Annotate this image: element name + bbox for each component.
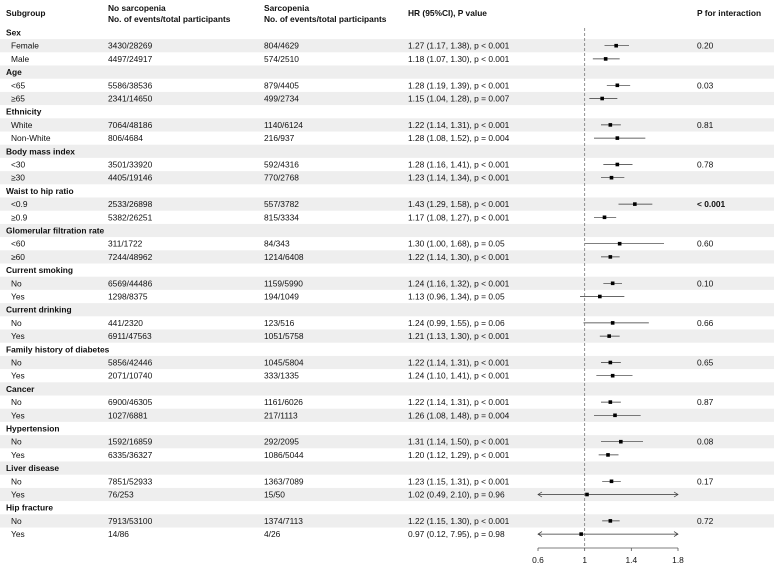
hr-ci-p-value: 1.23 (1.14, 1.34), p < 0.001	[408, 172, 510, 183]
x-tick-label: 0.6	[532, 555, 544, 565]
row-shade	[0, 66, 774, 79]
subgroup-label: <30	[11, 159, 26, 170]
row-shade	[0, 382, 774, 395]
subgroup-label: No	[11, 515, 22, 526]
subgroup-label: Yes	[11, 410, 25, 421]
group-label: Hypertension	[6, 423, 60, 434]
no-sarcopenia-events: 2341/14650	[108, 93, 153, 104]
hr-ci-p-value: 1.24 (0.99, 1.55), p = 0.06	[408, 317, 505, 328]
hr-ci-p-value: 1.28 (1.16, 1.41), p < 0.001	[408, 159, 510, 170]
sarcopenia-events: 1051/5758	[264, 331, 304, 342]
subgroup-label: No	[11, 476, 22, 487]
hr-point	[618, 242, 622, 246]
subgroup-label: <65	[11, 80, 26, 91]
hr-ci-p-value: 1.20 (1.12, 1.29), p < 0.001	[408, 449, 510, 460]
group-label: Liver disease	[6, 463, 60, 474]
subgroup-label: ≥60	[11, 251, 25, 262]
group-label: Glomerular filtration rate	[6, 225, 105, 236]
hr-point	[585, 493, 589, 497]
hr-point	[607, 334, 611, 338]
hr-ci-p-value: 1.17 (1.08, 1.27), p < 0.001	[408, 212, 510, 223]
no-sarcopenia-events: 806/4684	[108, 133, 143, 144]
row-shade	[0, 303, 774, 316]
hr-ci-p-value: 1.28 (1.08, 1.52), p = 0.004	[408, 133, 510, 144]
hr-point	[603, 216, 607, 220]
no-sarcopenia-events: 3430/28269	[108, 40, 153, 51]
p-interaction-value: 0.87	[697, 397, 714, 408]
hr-point	[616, 136, 620, 140]
subgroup-label: ≥0.9	[11, 212, 28, 223]
p-interaction-value: 0.08	[697, 436, 714, 447]
no-sarcopenia-events: 1592/16859	[108, 436, 153, 447]
subgroup-label: Yes	[11, 489, 25, 500]
sarcopenia-events: 770/2768	[264, 172, 299, 183]
group-label: Waist to hip ratio	[6, 185, 74, 196]
subgroup-label: Yes	[11, 449, 25, 460]
header-no-sarcopenia: No sarcopenia	[108, 3, 166, 13]
hr-point	[613, 414, 617, 418]
sarcopenia-events: 1363/7089	[264, 476, 304, 487]
sarcopenia-events: 1159/5990	[264, 278, 303, 289]
hr-ci-p-value: 1.31 (1.14, 1.50), p < 0.001	[408, 436, 510, 447]
subgroup-label: White	[11, 119, 33, 130]
hr-ci-p-value: 1.28 (1.19, 1.39), p < 0.001	[408, 80, 510, 91]
group-label: Ethnicity	[6, 106, 42, 117]
p-interaction-value: 0.65	[697, 357, 714, 368]
p-interaction-value: < 0.001	[697, 199, 726, 210]
hr-ci-p-value: 1.22 (1.14, 1.30), p < 0.001	[408, 251, 510, 262]
hr-point	[611, 282, 615, 286]
subgroup-label: Yes	[11, 370, 25, 381]
no-sarcopenia-events: 1027/6881	[108, 410, 148, 421]
no-sarcopenia-events: 3501/33920	[108, 159, 153, 170]
sarcopenia-events: 84/343	[264, 238, 290, 249]
header-p-interaction: P for interaction	[697, 8, 762, 18]
hr-point	[616, 84, 620, 88]
hr-ci-p-value: 1.22 (1.14, 1.31), p < 0.001	[408, 357, 510, 368]
sarcopenia-events: 123/516	[264, 317, 295, 328]
p-interaction-value: 0.66	[697, 317, 714, 328]
p-interaction-value: 0.78	[697, 159, 714, 170]
sarcopenia-events: 1140/6124	[264, 119, 303, 130]
hr-ci-p-value: 1.27 (1.17, 1.38), p < 0.001	[408, 40, 510, 51]
header-sarcopenia-sub: No. of events/total participants	[264, 14, 387, 24]
sarcopenia-events: 4/26	[264, 529, 281, 540]
no-sarcopenia-events: 7913/53100	[108, 515, 153, 526]
hr-ci-p-value: 1.22 (1.14, 1.31), p < 0.001	[408, 397, 510, 408]
no-sarcopenia-events: 2071/10740	[108, 370, 153, 381]
group-label: Current smoking	[6, 265, 74, 276]
sarcopenia-events: 292/2095	[264, 436, 299, 447]
subgroup-label: No	[11, 317, 22, 328]
hr-point	[604, 57, 608, 61]
no-sarcopenia-events: 441/2320	[108, 317, 143, 328]
subgroup-label: Non-White	[11, 133, 51, 144]
hr-point	[609, 255, 613, 259]
hr-ci-p-value: 1.18 (1.07, 1.30), p < 0.001	[408, 53, 510, 64]
no-sarcopenia-events: 76/253	[108, 489, 134, 500]
sarcopenia-events: 815/3334	[264, 212, 299, 223]
sarcopenia-events: 194/1049	[264, 291, 299, 302]
no-sarcopenia-events: 4405/19146	[108, 172, 153, 183]
sarcopenia-events: 1161/6026	[264, 397, 303, 408]
hr-point	[610, 176, 614, 180]
hr-point	[606, 453, 610, 457]
hr-point	[609, 400, 613, 404]
subgroup-label: ≥30	[11, 172, 25, 183]
subgroup-label: No	[11, 278, 22, 289]
subgroup-label: No	[11, 397, 22, 408]
sarcopenia-events: 879/4405	[264, 80, 299, 91]
group-label: Hip fracture	[6, 502, 54, 513]
row-shade	[0, 462, 774, 475]
hr-ci-p-value: 1.30 (1.00, 1.68), p = 0.05	[408, 238, 505, 249]
hr-ci-p-value: 1.15 (1.04, 1.28), p = 0.007	[408, 93, 510, 104]
hr-point	[598, 295, 602, 299]
hr-ci-p-value: 1.26 (1.08, 1.48), p = 0.004	[408, 410, 510, 421]
hr-ci-p-value: 1.43 (1.29, 1.58), p < 0.001	[408, 199, 510, 210]
x-tick-label: 1.4	[625, 555, 638, 565]
header-no-sarcopenia-sub: No. of events/total participants	[108, 14, 231, 24]
sarcopenia-events: 217/1113	[264, 410, 298, 421]
hr-ci-p-value: 1.02 (0.49, 2.10), p = 0.96	[408, 489, 505, 500]
hr-point	[611, 321, 615, 325]
hr-ci-p-value: 1.22 (1.15, 1.30), p < 0.001	[408, 515, 510, 526]
subgroup-label: Yes	[11, 291, 25, 302]
sarcopenia-events: 804/4629	[264, 40, 299, 51]
table-header	[6, 3, 761, 24]
subgroup-label: <60	[11, 238, 26, 249]
group-label: Current drinking	[6, 304, 72, 315]
subgroup-label: Female	[11, 40, 39, 51]
no-sarcopenia-events: 14/86	[108, 529, 129, 540]
sarcopenia-events: 1374/7113	[264, 515, 303, 526]
subgroup-label: Male	[11, 53, 30, 64]
sarcopenia-events: 557/3782	[264, 199, 299, 210]
no-sarcopenia-events: 2533/26898	[108, 199, 153, 210]
group-label: Age	[6, 67, 22, 78]
sarcopenia-events: 1086/5044	[264, 449, 304, 460]
x-tick-label: 1.8	[672, 555, 684, 565]
hr-point	[610, 480, 614, 484]
hr-ci-p-value: 1.24 (1.10, 1.41), p < 0.001	[408, 370, 510, 381]
subgroup-label: Yes	[11, 529, 25, 540]
p-interaction-value: 0.17	[697, 476, 714, 487]
sarcopenia-events: 216/937	[264, 133, 295, 144]
group-label: Sex	[6, 27, 21, 38]
sarcopenia-events: 15/50	[264, 489, 285, 500]
p-interaction-value: 0.10	[697, 278, 714, 289]
sarcopenia-events: 1214/6408	[264, 251, 304, 262]
no-sarcopenia-events: 311/1722	[108, 238, 143, 249]
no-sarcopenia-events: 5382/26251	[108, 212, 153, 223]
no-sarcopenia-events: 6335/36327	[108, 449, 153, 460]
group-label: Body mass index	[6, 146, 75, 157]
hr-point	[611, 374, 615, 378]
sarcopenia-events: 574/2510	[264, 53, 299, 64]
hr-ci-p-value: 0.97 (0.12, 7.95), p = 0.98	[408, 529, 505, 540]
header-subgroup: Subgroup	[6, 8, 46, 18]
hr-point	[609, 123, 613, 127]
p-interaction-value: 0.03	[697, 80, 714, 91]
hr-ci-p-value: 1.24 (1.16, 1.32), p < 0.001	[408, 278, 510, 289]
hr-ci-p-value: 1.23 (1.15, 1.31), p < 0.001	[408, 476, 510, 487]
no-sarcopenia-events: 4497/24917	[108, 53, 153, 64]
sarcopenia-events: 333/1335	[264, 370, 299, 381]
subgroup-label: No	[11, 436, 22, 447]
subgroup-label: ≥65	[11, 93, 25, 104]
hr-point	[609, 519, 613, 523]
p-interaction-value: 0.81	[697, 119, 714, 130]
p-interaction-value: 0.72	[697, 515, 714, 526]
hr-ci-p-value: 1.21 (1.13, 1.30), p < 0.001	[408, 331, 510, 342]
no-sarcopenia-events: 5586/38536	[108, 80, 153, 91]
subgroup-label: No	[11, 357, 22, 368]
hr-point	[619, 440, 623, 444]
no-sarcopenia-events: 7244/48962	[108, 251, 153, 262]
no-sarcopenia-events: 7851/52933	[108, 476, 153, 487]
sarcopenia-events: 1045/5804	[264, 357, 304, 368]
subgroup-label: <0.9	[11, 199, 28, 210]
x-axis	[532, 548, 684, 565]
hr-point	[616, 163, 620, 167]
no-sarcopenia-events: 1298/8375	[108, 291, 148, 302]
p-interaction-value: 0.20	[697, 40, 714, 51]
hr-point	[579, 532, 583, 536]
no-sarcopenia-events: 6900/46305	[108, 397, 153, 408]
group-label: Family history of diabetes	[6, 344, 110, 355]
hr-ci-p-value: 1.13 (0.96, 1.34), p = 0.05	[408, 291, 505, 302]
group-label: Cancer	[6, 383, 35, 394]
no-sarcopenia-events: 6569/44486	[108, 278, 153, 289]
row-shade	[0, 145, 774, 158]
sarcopenia-events: 592/4316	[264, 159, 299, 170]
hr-point	[609, 361, 613, 365]
no-sarcopenia-events: 5856/42446	[108, 357, 153, 368]
hr-point	[614, 44, 618, 48]
hr-point	[600, 97, 604, 101]
p-interaction-value: 0.60	[697, 238, 714, 249]
no-sarcopenia-events: 6911/47563	[108, 331, 152, 342]
header-hr: HR (95%CI), P value	[408, 8, 487, 18]
hr-ci-p-value: 1.22 (1.14, 1.31), p < 0.001	[408, 119, 510, 130]
subgroup-label: Yes	[11, 331, 25, 342]
x-tick-label: 1	[582, 555, 588, 565]
header-sarcopenia: Sarcopenia	[264, 3, 310, 13]
row-shade	[0, 224, 774, 237]
no-sarcopenia-events: 7064/48186	[108, 119, 153, 130]
hr-point	[633, 202, 637, 206]
sarcopenia-events: 499/2734	[264, 93, 299, 104]
